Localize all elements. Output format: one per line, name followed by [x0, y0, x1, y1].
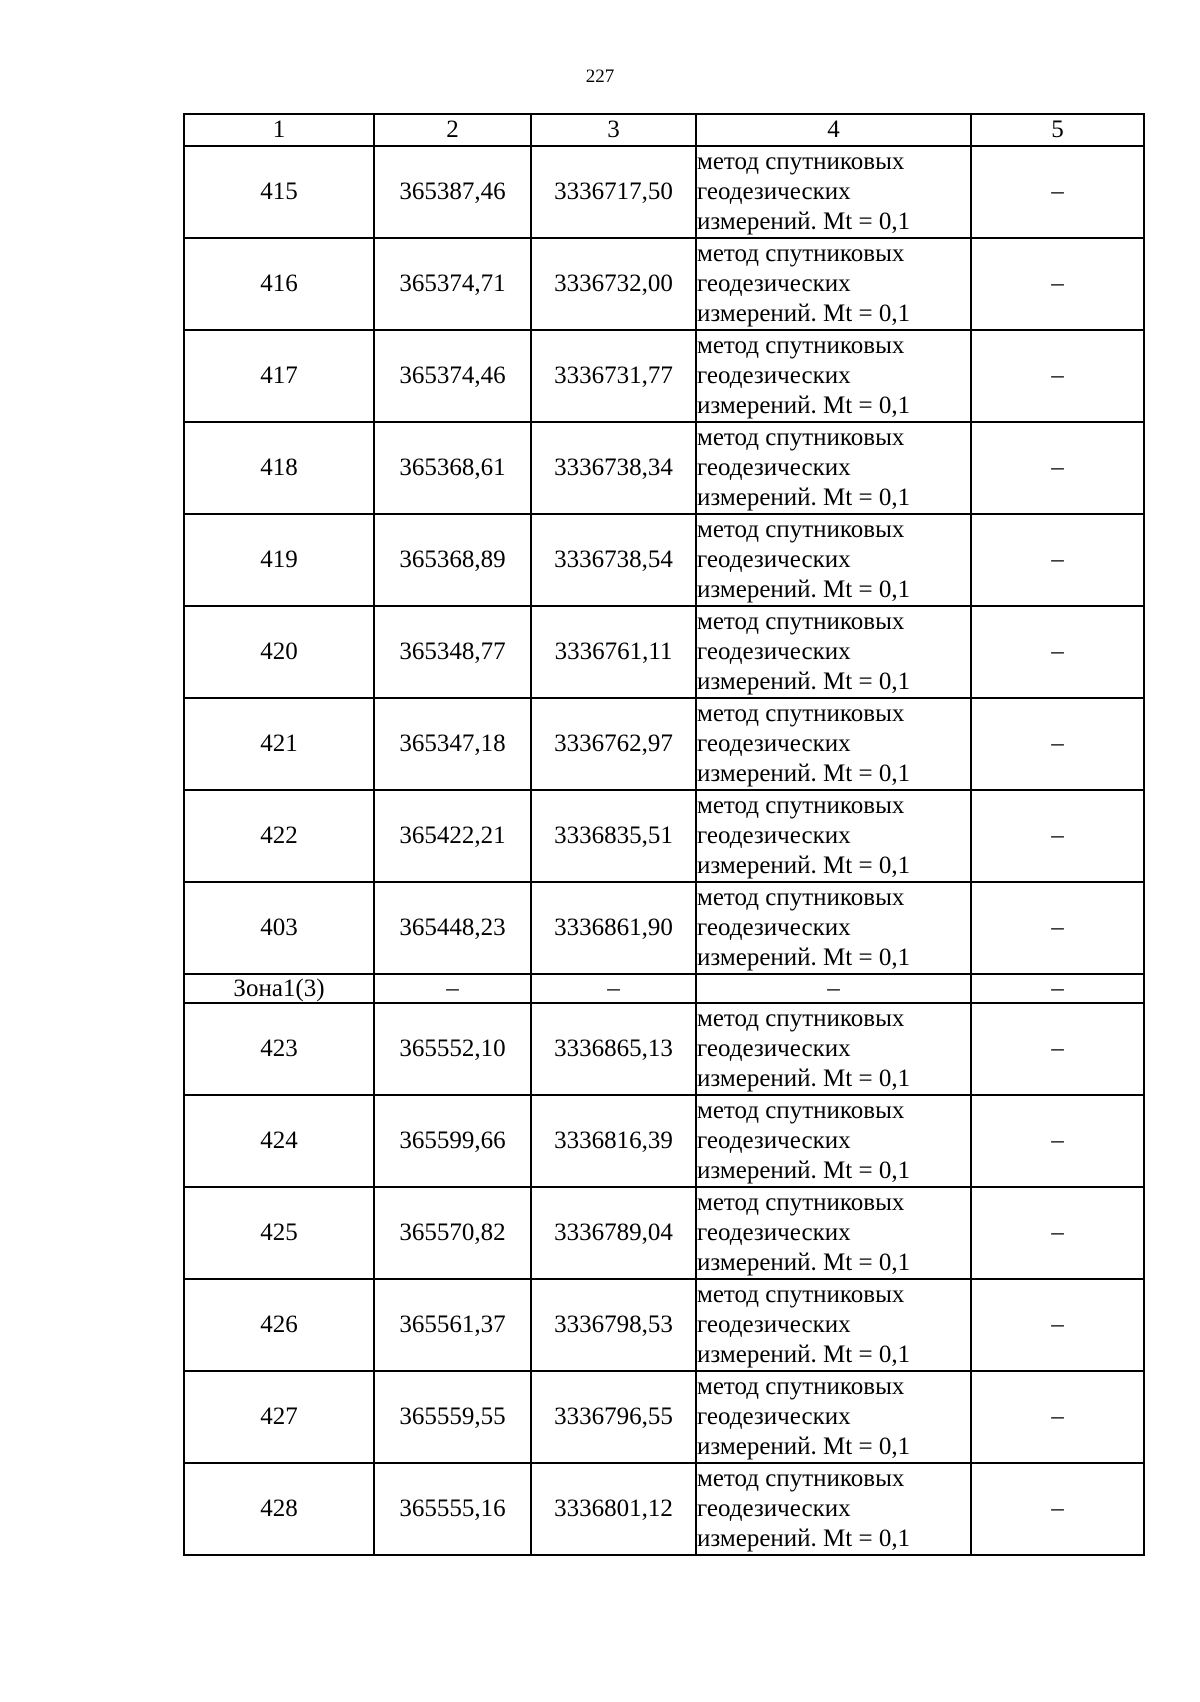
- coordinates-table: [183, 113, 1145, 1556]
- table-row: [184, 1003, 1144, 1095]
- point-number-cell: 420: [184, 606, 374, 698]
- column-header-1: 1: [184, 114, 374, 146]
- method-line: измерений. Mt = 0,1: [697, 852, 911, 879]
- column-header-5: 5: [971, 114, 1144, 146]
- description-cell: –: [971, 514, 1144, 606]
- x-coordinate-cell: 365448,23: [374, 882, 531, 974]
- method-cell: [696, 1003, 971, 1095]
- method-line: геодезических: [697, 822, 851, 849]
- table-row: [184, 422, 1144, 514]
- method-line: измерений. Mt = 0,1: [697, 1065, 911, 1092]
- x-coordinate-cell: 365347,18: [374, 698, 531, 790]
- method-cell: [696, 238, 971, 330]
- description-cell: –: [971, 146, 1144, 238]
- point-number-cell: 417: [184, 330, 374, 422]
- method-line: геодезических: [697, 638, 851, 665]
- method-cell: [696, 1279, 971, 1371]
- y-coordinate-cell: 3336731,77: [531, 330, 696, 422]
- method-cell: [696, 606, 971, 698]
- column-header-4: 4: [696, 114, 971, 146]
- point-number-cell: 427: [184, 1371, 374, 1463]
- table-row: [184, 606, 1144, 698]
- description-cell: –: [971, 1463, 1144, 1555]
- method-cell: [696, 698, 971, 790]
- x-coordinate-cell: 365570,82: [374, 1187, 531, 1279]
- zone-label-cell: Зона1(3): [184, 974, 374, 1003]
- point-number-cell: 421: [184, 698, 374, 790]
- method-line: геодезических: [697, 1495, 851, 1522]
- method-line: измерений. Mt = 0,1: [697, 1525, 911, 1552]
- x-coordinate-cell: 365422,21: [374, 790, 531, 882]
- table-row: [184, 238, 1144, 330]
- table-header-row: [184, 114, 1144, 146]
- description-cell: –: [971, 330, 1144, 422]
- method-cell: –: [696, 974, 971, 1003]
- description-cell: –: [971, 882, 1144, 974]
- method-line: геодезических: [697, 178, 851, 205]
- method-line: измерений. Mt = 0,1: [697, 944, 911, 971]
- method-cell: [696, 1095, 971, 1187]
- method-line: геодезических: [697, 1127, 851, 1154]
- method-line: метод спутниковых: [697, 1281, 905, 1308]
- method-cell: [696, 882, 971, 974]
- description-cell: –: [971, 422, 1144, 514]
- table-row: [184, 330, 1144, 422]
- x-cell: –: [374, 974, 531, 1003]
- x-coordinate-cell: 365599,66: [374, 1095, 531, 1187]
- method-line: метод спутниковых: [697, 332, 905, 359]
- table-row: [184, 146, 1144, 238]
- table-row: [184, 514, 1144, 606]
- y-coordinate-cell: 3336861,90: [531, 882, 696, 974]
- y-coordinate-cell: 3336865,13: [531, 1003, 696, 1095]
- x-coordinate-cell: 365561,37: [374, 1279, 531, 1371]
- method-line: метод спутниковых: [697, 1465, 905, 1492]
- method-line: измерений. Mt = 0,1: [697, 668, 911, 695]
- y-coordinate-cell: 3336732,00: [531, 238, 696, 330]
- y-cell: –: [531, 974, 696, 1003]
- method-line: измерений. Mt = 0,1: [697, 1157, 911, 1184]
- method-cell: [696, 146, 971, 238]
- description-cell: –: [971, 1095, 1144, 1187]
- x-coordinate-cell: 365368,89: [374, 514, 531, 606]
- method-line: метод спутниковых: [697, 884, 905, 911]
- method-cell: [696, 1187, 971, 1279]
- table-row: [184, 790, 1144, 882]
- method-line: метод спутниковых: [697, 424, 905, 451]
- method-line: метод спутниковых: [697, 516, 905, 543]
- column-header-3: 3: [531, 114, 696, 146]
- y-coordinate-cell: 3336738,34: [531, 422, 696, 514]
- method-line: геодезических: [697, 1403, 851, 1430]
- method-line: метод спутниковых: [697, 1189, 905, 1216]
- point-number-cell: 418: [184, 422, 374, 514]
- method-line: измерений. Mt = 0,1: [697, 1433, 911, 1460]
- method-line: геодезических: [697, 362, 851, 389]
- table-row: [184, 882, 1144, 974]
- method-cell: [696, 422, 971, 514]
- table-row: [184, 1279, 1144, 1371]
- y-coordinate-cell: 3336798,53: [531, 1279, 696, 1371]
- method-cell: [696, 514, 971, 606]
- table-row: [184, 1095, 1144, 1187]
- y-coordinate-cell: 3336761,11: [531, 606, 696, 698]
- x-coordinate-cell: 365374,46: [374, 330, 531, 422]
- x-coordinate-cell: 365374,71: [374, 238, 531, 330]
- method-line: измерений. Mt = 0,1: [697, 300, 911, 327]
- table-body: [184, 146, 1144, 1555]
- y-coordinate-cell: 3336738,54: [531, 514, 696, 606]
- method-line: измерений. Mt = 0,1: [697, 1341, 911, 1368]
- y-coordinate-cell: 3336816,39: [531, 1095, 696, 1187]
- method-line: метод спутниковых: [697, 700, 905, 727]
- method-cell: [696, 330, 971, 422]
- method-cell: [696, 790, 971, 882]
- y-coordinate-cell: 3336801,12: [531, 1463, 696, 1555]
- description-cell: –: [971, 1187, 1144, 1279]
- table-row: [184, 698, 1144, 790]
- description-cell: –: [971, 698, 1144, 790]
- method-line: измерений. Mt = 0,1: [697, 208, 911, 235]
- method-line: метод спутниковых: [697, 608, 905, 635]
- point-number-cell: 424: [184, 1095, 374, 1187]
- method-line: метод спутниковых: [697, 1005, 905, 1032]
- method-line: измерений. Mt = 0,1: [697, 760, 911, 787]
- method-line: метод спутниковых: [697, 1097, 905, 1124]
- method-line: геодезических: [697, 914, 851, 941]
- x-coordinate-cell: 365555,16: [374, 1463, 531, 1555]
- point-number-cell: 422: [184, 790, 374, 882]
- point-number-cell: 428: [184, 1463, 374, 1555]
- point-number-cell: 419: [184, 514, 374, 606]
- x-coordinate-cell: 365348,77: [374, 606, 531, 698]
- x-coordinate-cell: 365368,61: [374, 422, 531, 514]
- table-row: [184, 1371, 1144, 1463]
- method-line: геодезических: [697, 454, 851, 481]
- point-number-cell: 426: [184, 1279, 374, 1371]
- description-cell: –: [971, 1371, 1144, 1463]
- method-cell: [696, 1463, 971, 1555]
- y-coordinate-cell: 3336762,97: [531, 698, 696, 790]
- point-number-cell: 423: [184, 1003, 374, 1095]
- method-line: геодезических: [697, 546, 851, 573]
- page-number: 227: [585, 66, 615, 87]
- x-coordinate-cell: 365387,46: [374, 146, 531, 238]
- point-number-cell: 416: [184, 238, 374, 330]
- method-line: измерений. Mt = 0,1: [697, 392, 911, 419]
- method-line: измерений. Mt = 0,1: [697, 484, 911, 511]
- method-line: геодезических: [697, 1311, 851, 1338]
- y-coordinate-cell: 3336835,51: [531, 790, 696, 882]
- description-cell: –: [971, 790, 1144, 882]
- x-coordinate-cell: 365552,10: [374, 1003, 531, 1095]
- method-line: метод спутниковых: [697, 1373, 905, 1400]
- point-number-cell: 425: [184, 1187, 374, 1279]
- point-number-cell: 415: [184, 146, 374, 238]
- description-cell: –: [971, 606, 1144, 698]
- zone-row: [184, 974, 1144, 1003]
- method-line: измерений. Mt = 0,1: [697, 576, 911, 603]
- method-line: метод спутниковых: [697, 792, 905, 819]
- y-coordinate-cell: 3336789,04: [531, 1187, 696, 1279]
- method-line: геодезических: [697, 1219, 851, 1246]
- description-cell: –: [971, 974, 1144, 1003]
- table-row: [184, 1187, 1144, 1279]
- method-line: измерений. Mt = 0,1: [697, 1249, 911, 1276]
- point-number-cell: 403: [184, 882, 374, 974]
- method-line: метод спутниковых: [697, 148, 905, 175]
- y-coordinate-cell: 3336796,55: [531, 1371, 696, 1463]
- table-row: [184, 1463, 1144, 1555]
- description-cell: –: [971, 1003, 1144, 1095]
- method-line: геодезических: [697, 270, 851, 297]
- description-cell: –: [971, 238, 1144, 330]
- x-coordinate-cell: 365559,55: [374, 1371, 531, 1463]
- y-coordinate-cell: 3336717,50: [531, 146, 696, 238]
- description-cell: –: [971, 1279, 1144, 1371]
- method-line: геодезических: [697, 730, 851, 757]
- column-header-2: 2: [374, 114, 531, 146]
- method-cell: [696, 1371, 971, 1463]
- method-line: геодезических: [697, 1035, 851, 1062]
- method-line: метод спутниковых: [697, 240, 905, 267]
